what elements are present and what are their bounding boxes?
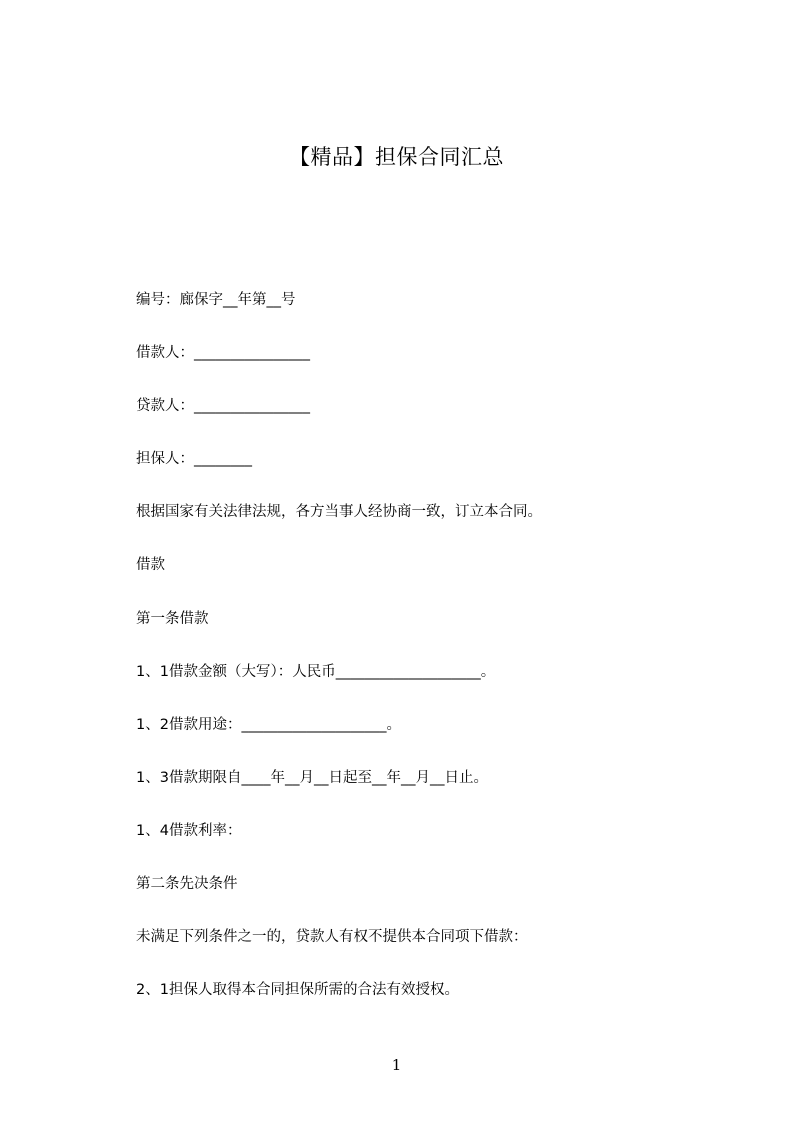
section-heading-loan: 借款 [136,557,165,574]
article-one-heading: 第一条借款 [136,610,209,627]
lender-line: 贷款人：________________ [136,398,310,415]
clause-1-3: 1、3借款期限自____年__月__日起至__年__月__日止。 [136,769,488,786]
clause-1-2: 1、2借款用途：____________________。 [136,716,401,733]
clause-2-1: 2、1担保人取得本合同担保所需的合法有效授权。 [136,982,459,999]
preamble-paragraph: 根据国家有关法律法规，各方当事人经协商一致，订立本合同。 [136,504,542,521]
borrower-line: 借款人：________________ [136,345,310,362]
page-number: 1 [391,1056,402,1074]
article-two-heading: 第二条先决条件 [136,876,238,893]
document-title: 【精品】担保合同汇总 [289,145,504,169]
guarantor-line: 担保人：________ [136,451,252,468]
clause-1-4: 1、4借款利率： [136,822,242,839]
document-body [136,287,696,1030]
clause-1-1: 1、1借款金额（大写）：人民币____________________。 [136,663,496,680]
contract-number-line: 编号：廊保字__年第__号 [136,292,296,308]
conditions-paragraph: 未满足下列条件之一的，贷款人有权不提供本合同项下借款： [136,929,528,946]
